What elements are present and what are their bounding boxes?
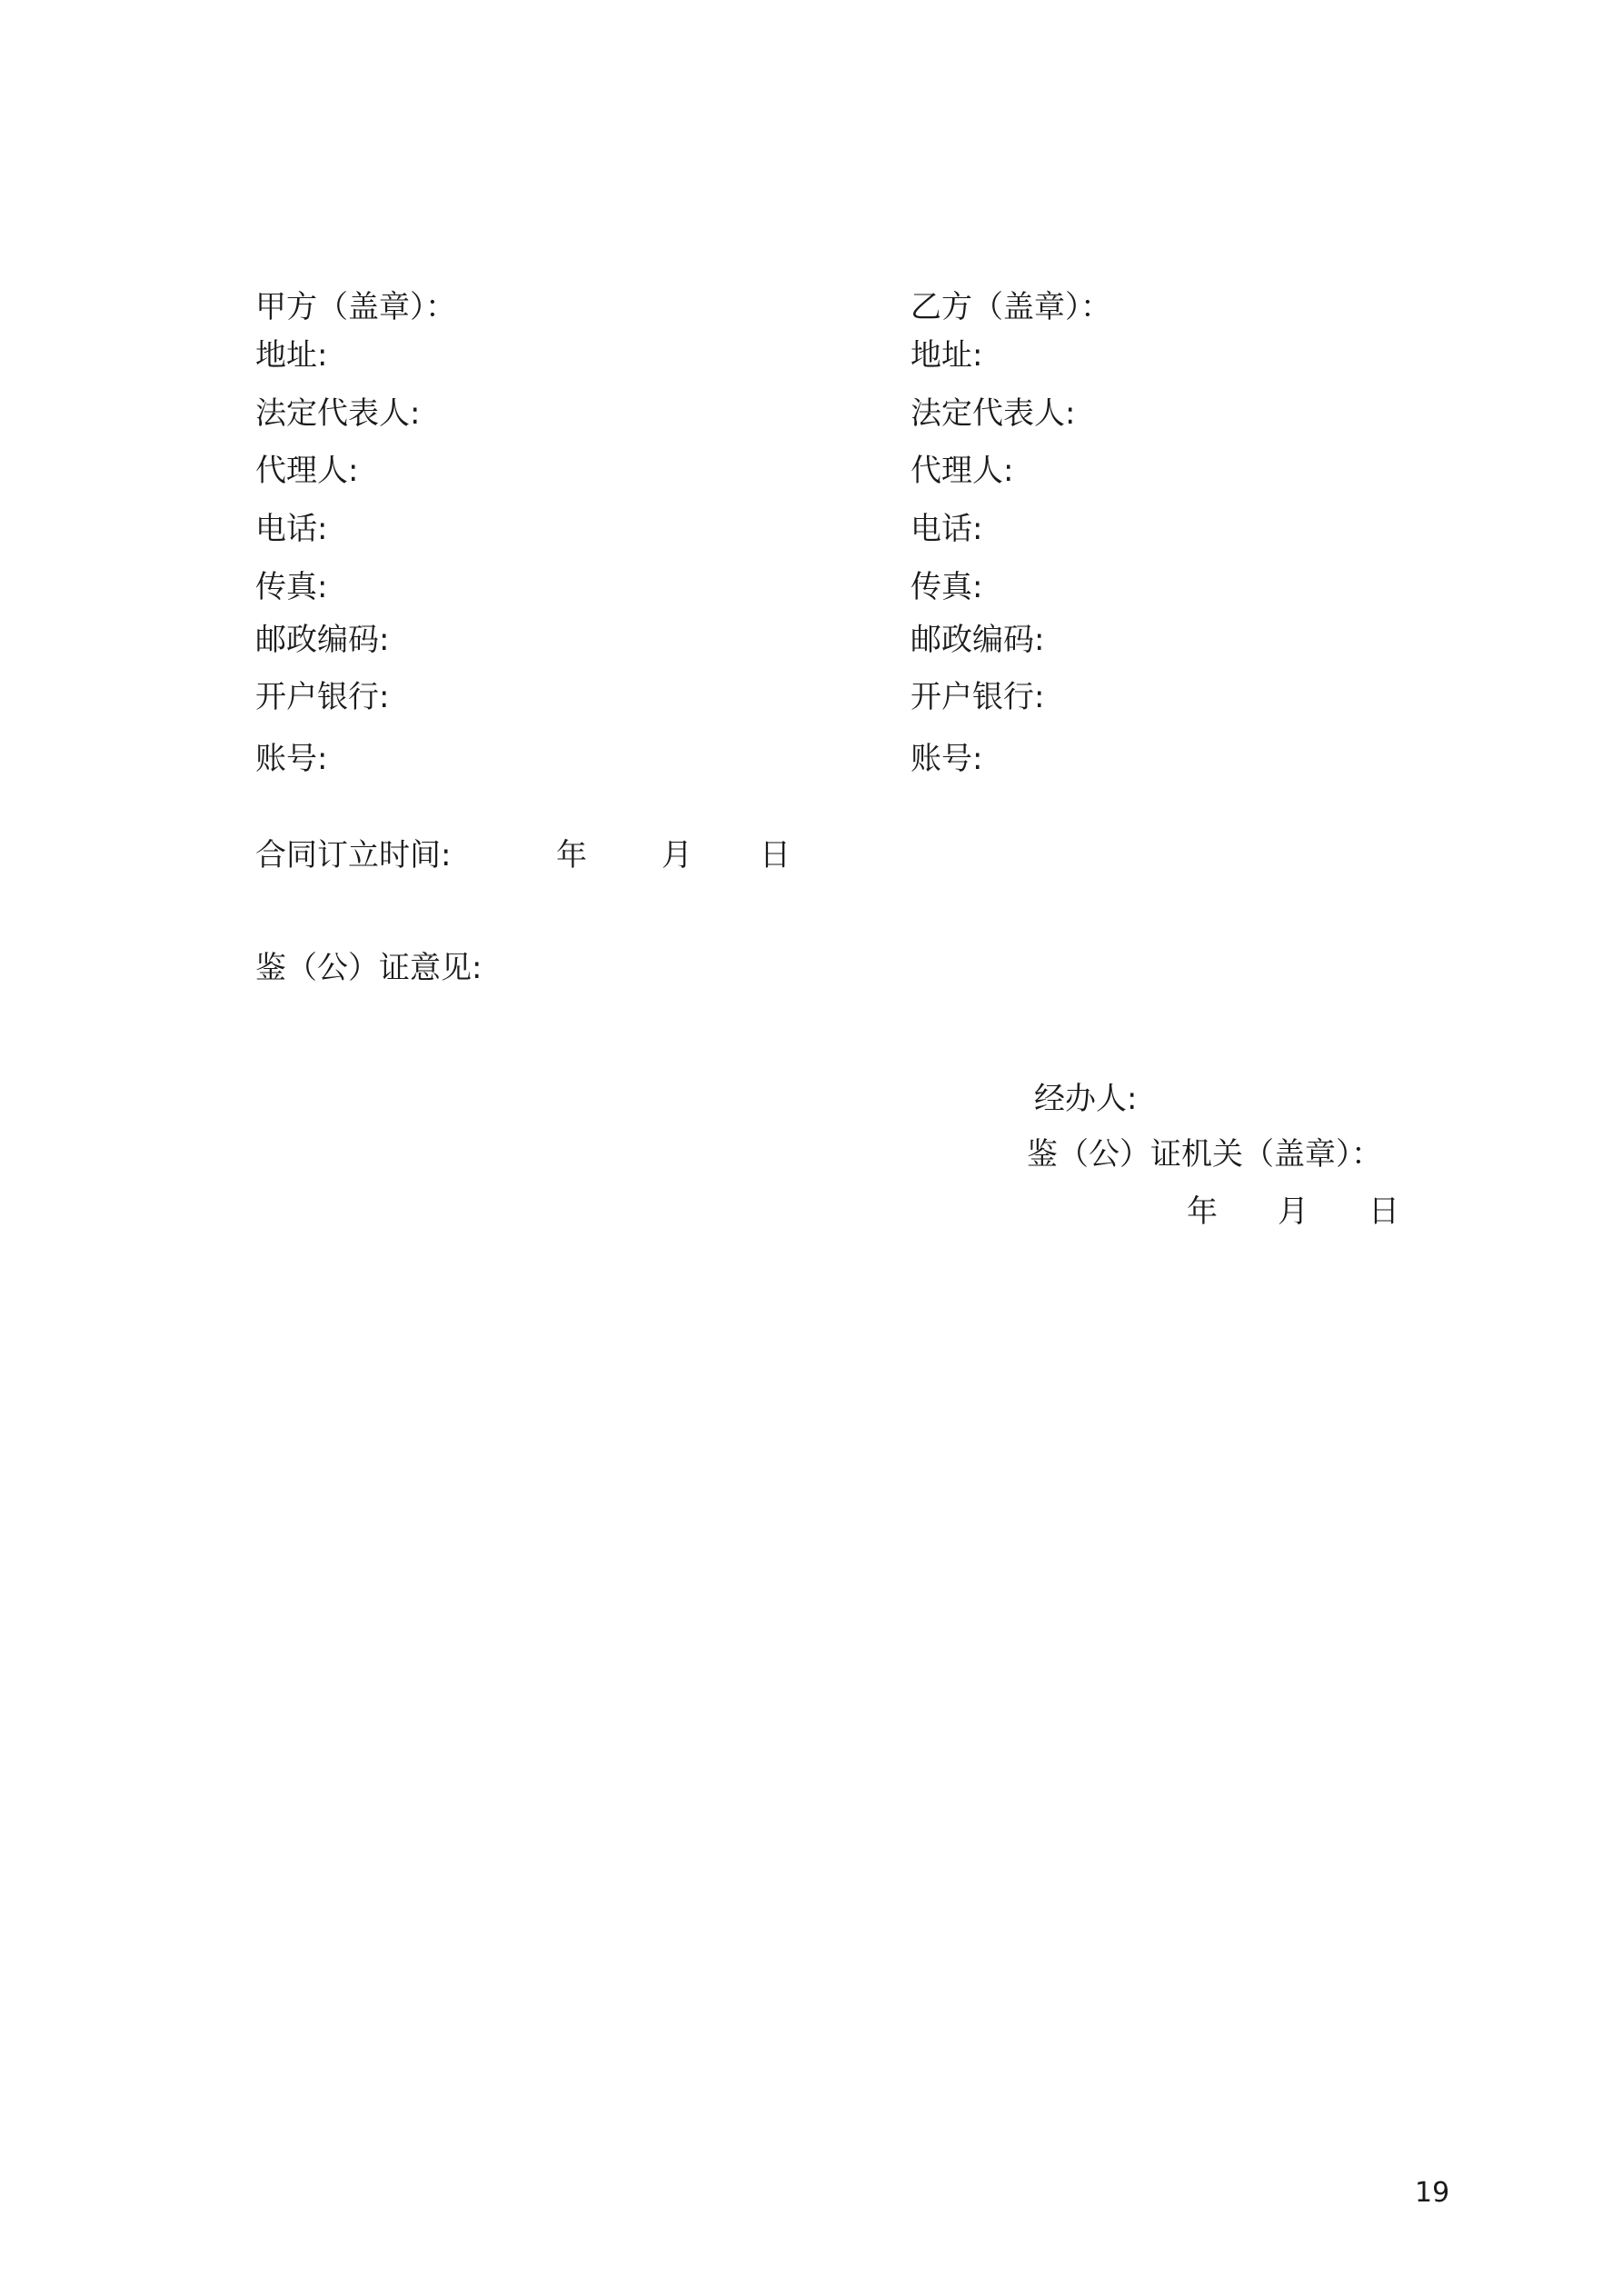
notary-date-month: 月: [1278, 1193, 1309, 1230]
party-a-account-label: 账号:: [255, 741, 328, 777]
party-a-legal-rep-label: 法定代表人:: [255, 395, 421, 432]
party-b-address-label: 地址:: [911, 337, 983, 374]
contract-date-year: 年: [556, 837, 587, 873]
party-a-bank-label: 开户银行:: [255, 679, 390, 715]
notary-authority-label: 鉴（公）证机关（盖章）：: [1027, 1136, 1382, 1173]
party-a-postcode-label: 邮政编码:: [255, 622, 390, 658]
party-b-postcode-label: 邮政编码:: [911, 622, 1045, 658]
party-b-legal-rep-label: 法定代表人:: [911, 395, 1076, 432]
party-b-title: 乙方（盖章）：: [911, 289, 1111, 325]
party-b-fax-label: 传真:: [911, 569, 983, 605]
contract-date-day: 日: [760, 837, 791, 873]
page-number: 19: [1415, 2177, 1450, 2209]
notary-date-year: 年: [1187, 1193, 1218, 1230]
contract-date-label: 合同订立时间:: [255, 837, 452, 873]
party-a-title: 甲方（盖章）：: [255, 289, 456, 325]
party-a-address-label: 地址:: [255, 337, 328, 374]
notary-handler-label: 经办人:: [1034, 1081, 1138, 1117]
party-a-fax-label: 传真:: [255, 569, 328, 605]
party-b-bank-label: 开户银行:: [911, 679, 1045, 715]
party-a-phone-label: 电话:: [255, 511, 328, 547]
contract-date-month: 月: [662, 837, 692, 873]
party-b-phone-label: 电话:: [911, 511, 983, 547]
party-a-agent-label: 代理人:: [255, 453, 359, 489]
party-b-agent-label: 代理人:: [911, 453, 1014, 489]
notary-opinion-label: 鉴（公）证意见:: [255, 950, 483, 986]
party-b-account-label: 账号:: [911, 741, 983, 777]
notary-date-day: 日: [1368, 1193, 1399, 1230]
